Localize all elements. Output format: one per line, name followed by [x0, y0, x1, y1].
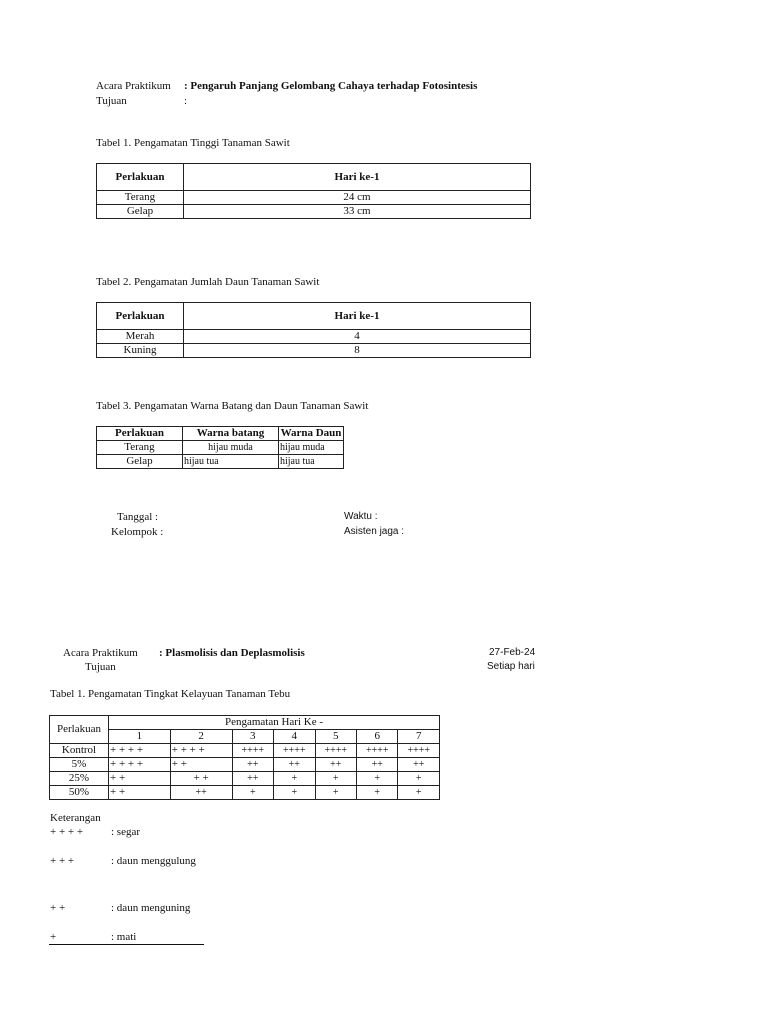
day-header-row	[50, 730, 440, 744]
cell-value: ++++	[232, 744, 273, 758]
cell-value: + +	[109, 772, 171, 786]
table-kelayuan-tebu	[49, 715, 440, 800]
schedule-value: Setiap hari	[487, 661, 535, 672]
acara-label: Acara Praktikum	[96, 80, 171, 92]
table-row	[97, 344, 531, 358]
cell-value: ++	[356, 758, 397, 772]
legend-underline	[49, 944, 204, 945]
cell-perlakuan: Gelap	[97, 455, 183, 469]
cell-value: + + + +	[109, 744, 171, 758]
legend-meaning: : mati	[111, 931, 137, 943]
table-row	[97, 191, 531, 205]
cell-value: ++	[274, 758, 315, 772]
table-row	[97, 205, 531, 219]
cell-value: 24 cm	[184, 191, 531, 205]
tujuan-value: :	[184, 95, 188, 107]
cell-value: ++++	[274, 744, 315, 758]
waktu-label: Waktu :	[344, 511, 378, 522]
cell-value: ++++	[315, 744, 356, 758]
legend-meaning: : daun menguning	[111, 902, 191, 914]
cell-value: + + + +	[109, 758, 171, 772]
tujuan-label: Tujuan	[96, 95, 127, 107]
tujuan2-label: Tujuan	[85, 661, 116, 673]
table-row	[50, 744, 440, 758]
cell-value: 8	[184, 344, 531, 358]
day-header: 7	[398, 730, 440, 744]
table-jumlah-daun	[96, 302, 531, 358]
table-row	[97, 330, 531, 344]
row-label: 25%	[50, 772, 109, 786]
table-row	[50, 758, 440, 772]
legend-symbol: + +	[50, 902, 66, 914]
cell-perlakuan: Merah	[97, 330, 184, 344]
day-header: 6	[356, 730, 397, 744]
cell-value: ++	[315, 758, 356, 772]
header-hari: Hari ke-1	[184, 303, 531, 330]
cell-value: ++++	[398, 744, 440, 758]
cell-value: + +	[109, 786, 171, 800]
cell-value: ++	[398, 758, 440, 772]
row-label: 5%	[50, 758, 109, 772]
header-warna-daun: Warna Daun	[279, 427, 344, 441]
cell-value: ++++	[356, 744, 397, 758]
day-header: 5	[315, 730, 356, 744]
cell-value: 4	[184, 330, 531, 344]
cell-value: + +	[170, 758, 232, 772]
cell-perlakuan: Terang	[97, 441, 183, 455]
acara2-label: Acara Praktikum	[63, 647, 138, 659]
day-header: 3	[232, 730, 273, 744]
tanggal-label: Tanggal :	[117, 511, 159, 523]
table-row	[50, 786, 440, 800]
date-value: 27-Feb-24	[489, 647, 536, 658]
cell-perlakuan: Kuning	[97, 344, 184, 358]
row-label: Kontrol	[50, 744, 109, 758]
cell-value: +	[232, 786, 273, 800]
legend-symbol: + + +	[50, 855, 75, 867]
keterangan-title: Keterangan	[50, 812, 101, 824]
cell-value: + +	[170, 772, 232, 786]
header-perlakuan: Perlakuan	[50, 716, 109, 744]
legend-meaning: : daun menggulung	[111, 855, 196, 867]
table-row	[97, 441, 344, 455]
legend-meaning: : segar	[111, 826, 141, 838]
cell-value: ++	[232, 772, 273, 786]
table-tebu-caption: Tabel 1. Pengamatan Tingkat Kelayuan Tanaman Tebu	[50, 688, 291, 700]
cell-value: ++	[170, 786, 232, 800]
header-perlakuan: Perlakuan	[97, 427, 183, 441]
cell-warna-daun: hijau muda	[279, 441, 344, 455]
table-row	[50, 772, 440, 786]
cell-warna-daun: hijau tua	[279, 455, 344, 469]
row-label: 50%	[50, 786, 109, 800]
header-perlakuan: Perlakuan	[97, 164, 184, 191]
cell-value: +	[398, 786, 440, 800]
acara2-title: : Plasmolisis dan Deplasmolisis	[159, 647, 305, 659]
table-warna	[96, 426, 344, 469]
table-tinggi-tanaman	[96, 163, 531, 219]
cell-value: +	[274, 772, 315, 786]
legend-symbol: +	[50, 931, 57, 943]
day-header: 2	[170, 730, 232, 744]
table2-caption: Tabel 2. Pengamatan Jumlah Daun Tanaman Sawit	[96, 276, 320, 288]
header-hari: Hari ke-1	[184, 164, 531, 191]
cell-value: +	[356, 786, 397, 800]
header-pengamatan: Pengamatan Hari Ke -	[109, 716, 440, 730]
cell-warna-batang: hijau tua	[183, 455, 279, 469]
cell-value: +	[356, 772, 397, 786]
legend-symbol: + + + +	[50, 826, 84, 838]
day-header: 1	[109, 730, 171, 744]
cell-value: +	[315, 786, 356, 800]
cell-value: ++	[232, 758, 273, 772]
day-header: 4	[274, 730, 315, 744]
cell-warna-batang: hijau muda	[183, 441, 279, 455]
header-warna-batang: Warna batang	[183, 427, 279, 441]
table-row	[97, 455, 344, 469]
cell-value: + + + +	[170, 744, 232, 758]
table3-caption: Tabel 3. Pengamatan Warna Batang dan Daun Tanaman Sawit	[96, 400, 369, 412]
table1-caption: Tabel 1. Pengamatan Tinggi Tanaman Sawit	[96, 137, 290, 149]
cell-value: +	[398, 772, 440, 786]
cell-perlakuan: Terang	[97, 191, 184, 205]
cell-value: +	[315, 772, 356, 786]
cell-perlakuan: Gelap	[97, 205, 184, 219]
cell-value: +	[274, 786, 315, 800]
header-perlakuan: Perlakuan	[97, 303, 184, 330]
asisten-label: Asisten jaga :	[344, 526, 405, 537]
cell-value: 33 cm	[184, 205, 531, 219]
acara-title: : Pengaruh Panjang Gelombang Cahaya terhadap Fotosintesis	[184, 80, 478, 92]
kelompok-label: Kelompok :	[111, 526, 164, 538]
